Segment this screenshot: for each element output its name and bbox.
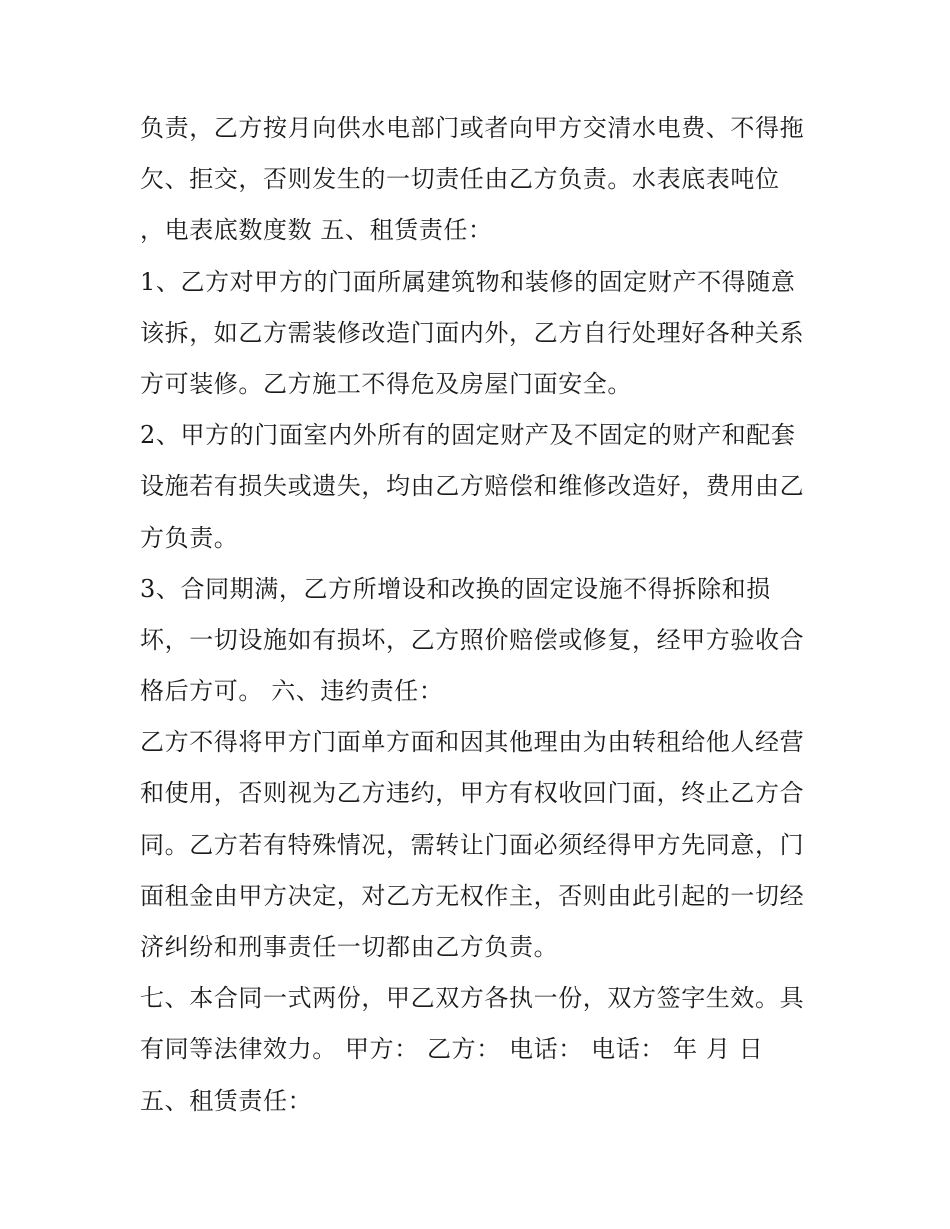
text-line: ，电表底数度数 五、租赁责任： — [140, 216, 493, 245]
text-line: 该拆，如乙方需装修改造门面内外，乙方自行处理好各种关系 — [140, 318, 805, 347]
text-line: 同。乙方若有特殊情况，需转让门面必须经得甲方先同意，门 — [140, 830, 805, 859]
text-line: 面租金由甲方决定，对乙方无权作主，否则由此引起的一切经 — [140, 881, 805, 910]
text-line: 七、本合同一式两份，甲乙双方各执一份，双方签字生效。具 — [140, 984, 805, 1013]
text-line: 1、乙方对甲方的门面所属建筑物和装修的固定财产不得随意 — [140, 267, 796, 296]
text-line: 有同等法律效力。 甲方： 乙方： 电话： 电话： 年 月 日 — [140, 1035, 764, 1064]
text-line: 3、合同期满，乙方所增设和改换的固定设施不得拆除和损 — [140, 574, 771, 603]
text-line: 设施若有损失或遗失，均由乙方赔偿和维修改造好，费用由乙 — [140, 472, 805, 501]
text-line: 格后方可。 六、违约责任： — [140, 677, 444, 706]
text-line: 方可装修。乙方施工不得危及房屋门面安全。 — [140, 369, 632, 398]
text-line: 负责，乙方按月向供水电部门或者向甲方交清水电费、不得拖 — [140, 114, 805, 142]
text-line: 乙方不得将甲方门面单方面和因其他理由为由转租给他人经营 — [140, 728, 805, 757]
text-line: 2、甲方的门面室内外所有的固定财产及不固定的财产和配套 — [140, 421, 796, 450]
text-line: 五、租赁责任： — [140, 1086, 313, 1115]
text-line: 欠、拒交，否则发生的一切责任由乙方负责。水表底表吨位 — [140, 165, 780, 194]
text-line: 坏，一切设施如有损坏，乙方照价赔偿或修复，经甲方验收合 — [140, 625, 805, 654]
document-body — [140, 103, 820, 1127]
text-line: 和使用，否则视为乙方违约，甲方有权收回门面，终止乙方合 — [140, 779, 805, 808]
text-line: 方负责。 — [140, 523, 239, 552]
text-line: 济纠纷和刑事责任一切都由乙方负责。 — [140, 933, 559, 961]
